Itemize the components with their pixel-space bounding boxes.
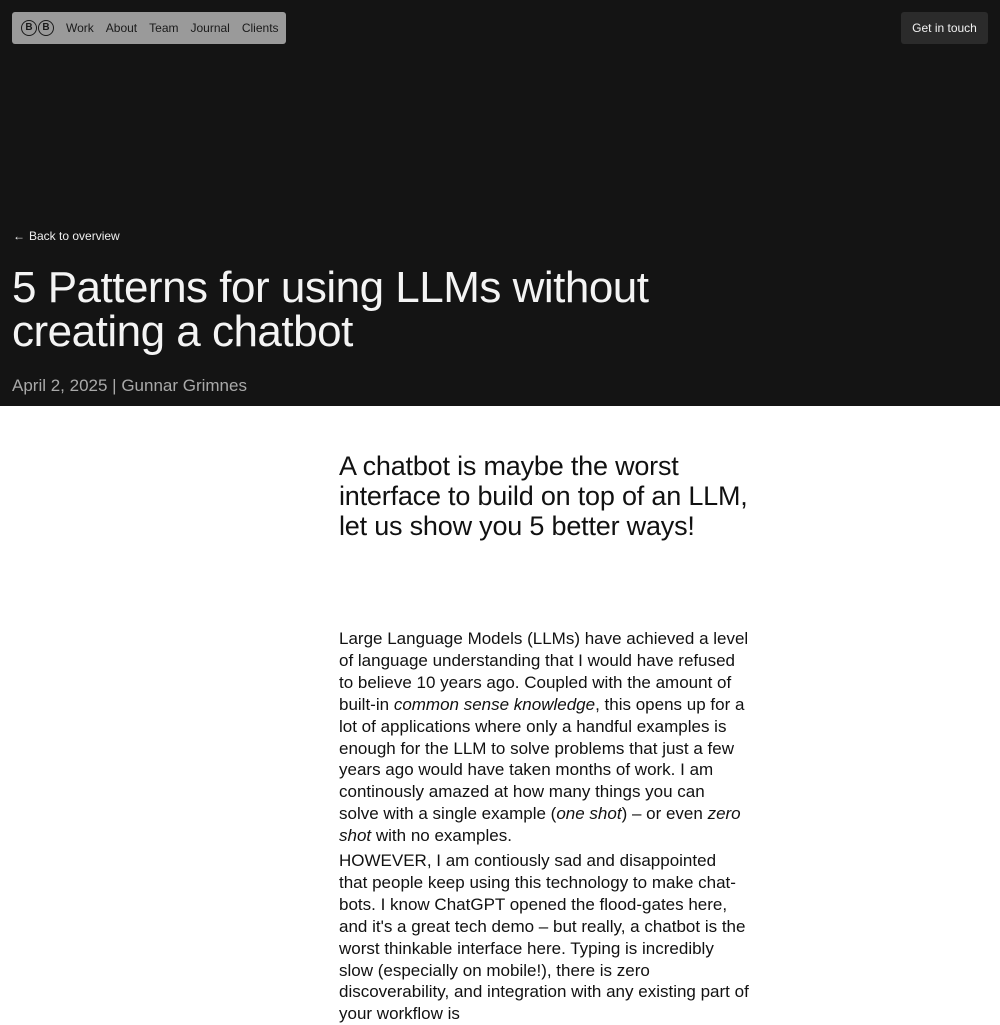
- nav-link-team[interactable]: Team: [149, 21, 179, 35]
- paragraph-segment-italic: one shot: [556, 804, 622, 824]
- article-lead: A chatbot is maybe the worst interface to build on top of an LLM, let us show you 5 better ways!: [339, 451, 748, 541]
- nav-link-journal[interactable]: Journal: [190, 21, 230, 35]
- article-paragraph-1: [339, 628, 749, 847]
- paragraph-segment: with no examples.: [371, 826, 512, 846]
- main-nav: [12, 12, 286, 44]
- logo[interactable]: [21, 20, 54, 36]
- paragraph-segment-italic: common sense knowledge: [393, 694, 596, 714]
- back-to-overview-link[interactable]: [13, 229, 120, 243]
- arrow-left-icon: ←: [13, 229, 25, 243]
- paragraph-segment: ) – or even: [621, 804, 708, 824]
- article-meta: April 2, 2025 | Gunnar Grimnes: [12, 376, 247, 395]
- paragraph-segment: , this opens up for a lot of applications where only a handful examples is enough for the LLM to solve problems that just a few years ago would have taken months of work. I am continously amazed at how many things you can solve with a single example (: [339, 694, 745, 824]
- paragraph-segment-italic: zero shot: [339, 804, 741, 846]
- back-link-label: Back to overview: [29, 229, 120, 243]
- nav-link-work[interactable]: Work: [66, 21, 94, 35]
- article-title: 5 Patterns for using LLMs without creating a chatbot: [12, 263, 649, 356]
- logo-letter: B: [21, 20, 37, 36]
- nav-link-clients[interactable]: Clients: [241, 21, 279, 35]
- paragraph-segment: Large Language Models (LLMs) have achieved a level of language understanding that I would have refused to believe 10 years ago. Coupled with the amount of built-in: [339, 629, 749, 714]
- nav-link-about[interactable]: About: [105, 21, 138, 35]
- logo-letter: B: [38, 20, 54, 36]
- get-in-touch-button[interactable]: Get in touch: [901, 12, 988, 44]
- hero-header: [0, 0, 1000, 406]
- article-paragraph-2: HOWEVER, I am contiously sad and disappointed that people keep using this technology to make chat-bots. I know ChatGPT opened the flood-gates here, and it's a great tech demo – but really, a chatbot is the worst thinkable interface here. Typing is incredibly slow (especially on mobile!), there is zero discoverability, and integration with any existing part of your workflow is: [339, 851, 749, 1024]
